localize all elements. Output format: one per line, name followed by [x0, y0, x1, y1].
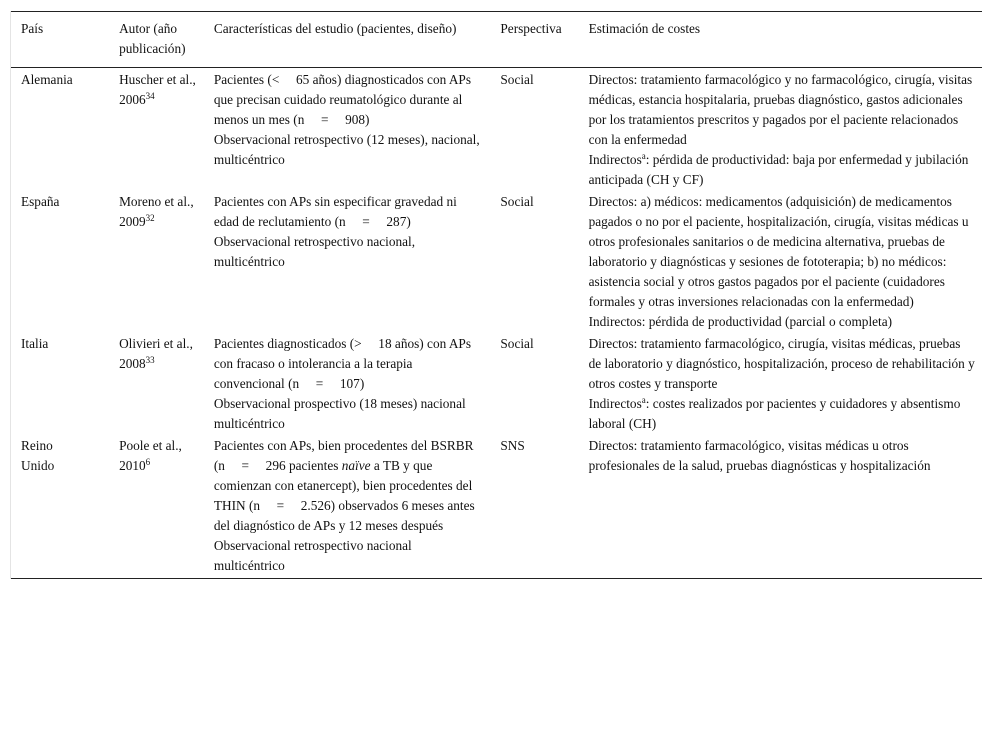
cell-pais: Italia	[21, 336, 49, 351]
reference-number: 6	[145, 457, 151, 467]
patients-text: Pacientes (< 65 años) diagnosticados con APs que precisan cuidado reumatológico durante al menos un mes (n = 908)	[213, 72, 475, 127]
table-header-row	[11, 12, 982, 68]
indirect-text: : pérdida de productividad: baja por enfermedad y jubilación anticipada (CH y CF)	[588, 152, 969, 187]
indirect-text: : costes realizados por pacientes y cuidadores y absentismo laboral (CH)	[588, 396, 961, 431]
indirect-label: Indirectos	[588, 314, 642, 329]
patients-text: Pacientes diagnosticados (> 18 años) con APs con fracaso o intolerancia a la terapia convencional (n = 107)	[213, 336, 475, 391]
cell-autor	[109, 436, 204, 579]
author-text: Olivieri et al., 2008	[119, 336, 193, 371]
cell-costes	[579, 192, 982, 334]
patients-text-end: a TB y que comienzan con etanercept), bien procedentes del THIN (n = 2.526) observados 6 meses antes del diagnóstico de APs y 12 meses después	[213, 458, 479, 533]
cell-perspectiva: SNS	[500, 438, 525, 453]
cell-caracteristicas	[204, 192, 491, 334]
cell-pais: Alemania	[21, 72, 73, 87]
cell-perspectiva: Social	[500, 72, 534, 87]
author-text: Huscher et al., 2006	[119, 72, 196, 107]
indirect-label: Indirectos	[588, 396, 642, 411]
cell-caracteristicas	[204, 334, 491, 436]
direct-costs: Directos: a) médicos: medicamentos (adquisición) de medicamentos pagados o no por el paciente, hospitalización, cirugía, visitas médicas u otros profesionales sanitarios o de medicina alternativa, pruebas de laboratorio y diagnósticas y sesiones de fototerapia; b) no médicos: asistencia social y otros gastos pagados por el paciente (cuidadores formales y otras inversiones relacionadas con la enfermedad)	[588, 194, 969, 309]
design-text: Observacional retrospectivo (12 meses), nacional, multicéntrico	[213, 132, 480, 167]
header-costes: Estimación de costes	[588, 21, 701, 36]
indirect-costs	[589, 312, 976, 332]
cell-costes	[579, 436, 982, 579]
footnote-mark: a	[641, 151, 646, 161]
header-perspectiva: Perspectiva	[500, 21, 562, 36]
direct-costs: Directos: tratamiento farmacológico, visitas médicas u otros profesionales de la salud, pruebas diagnósticas y hospitalización	[588, 438, 931, 473]
cell-perspectiva: Social	[500, 194, 534, 209]
footnote-mark: a	[641, 395, 646, 405]
patients-text	[214, 436, 485, 536]
patients-text: Pacientes con APs sin especificar gravedad ni edad de reclutamiento (n = 287)	[213, 194, 461, 229]
table-row	[11, 68, 982, 193]
design-text: Observacional retrospectivo nacional multicéntrico	[213, 538, 412, 573]
cell-pais: Reino Unido	[21, 438, 55, 473]
italic-term: naïve	[341, 458, 371, 473]
table-row	[11, 334, 982, 436]
cell-autor	[109, 334, 204, 436]
costs-table-container	[10, 11, 982, 579]
cell-costes	[579, 68, 982, 193]
indirect-text: : pérdida de productividad (parcial o completa)	[641, 314, 893, 329]
table-row	[11, 436, 982, 579]
costs-table	[11, 11, 982, 579]
cell-pais: España	[21, 194, 60, 209]
indirect-costs	[589, 150, 976, 190]
header-pais: País	[21, 21, 44, 36]
indirect-costs	[589, 394, 976, 434]
cell-perspectiva: Social	[500, 336, 534, 351]
reference-number: 34	[145, 91, 155, 101]
header-caracteristicas: Características del estudio (pacientes, diseño)	[213, 21, 457, 36]
design-text: Observacional prospectivo (18 meses) nacional multicéntrico	[213, 396, 466, 431]
reference-number: 32	[145, 213, 155, 223]
direct-costs: Directos: tratamiento farmacológico, cirugía, visitas médicas, pruebas de laboratorio y diagnóstico, hospitalización, proceso de rehabilitación y otros costes y transporte	[588, 336, 975, 391]
direct-costs: Directos: tratamiento farmacológico y no farmacológico, cirugía, visitas médicas, estancia hospitalaria, pruebas diagnóstico, gastos adicionales por los tratamientos prescritos y pagados por el paciente relacionados con la enfermedad	[588, 72, 973, 147]
cell-autor	[109, 68, 204, 193]
patients-text-start: Pacientes con APs, bien procedentes del BSRBR (n = 296 pacientes	[213, 438, 477, 473]
table-row	[11, 192, 982, 334]
indirect-label: Indirectos	[588, 152, 642, 167]
header-autor: Autor (año publicación)	[119, 21, 186, 56]
reference-number: 33	[145, 355, 155, 365]
design-text: Observacional retrospectivo nacional, multicéntrico	[213, 234, 416, 269]
cell-autor	[109, 192, 204, 334]
author-text: Moreno et al., 2009	[119, 194, 194, 229]
author-text: Poole et al., 2010	[119, 438, 182, 473]
cell-costes	[579, 334, 982, 436]
cell-caracteristicas	[204, 436, 491, 579]
cell-caracteristicas	[204, 68, 491, 193]
